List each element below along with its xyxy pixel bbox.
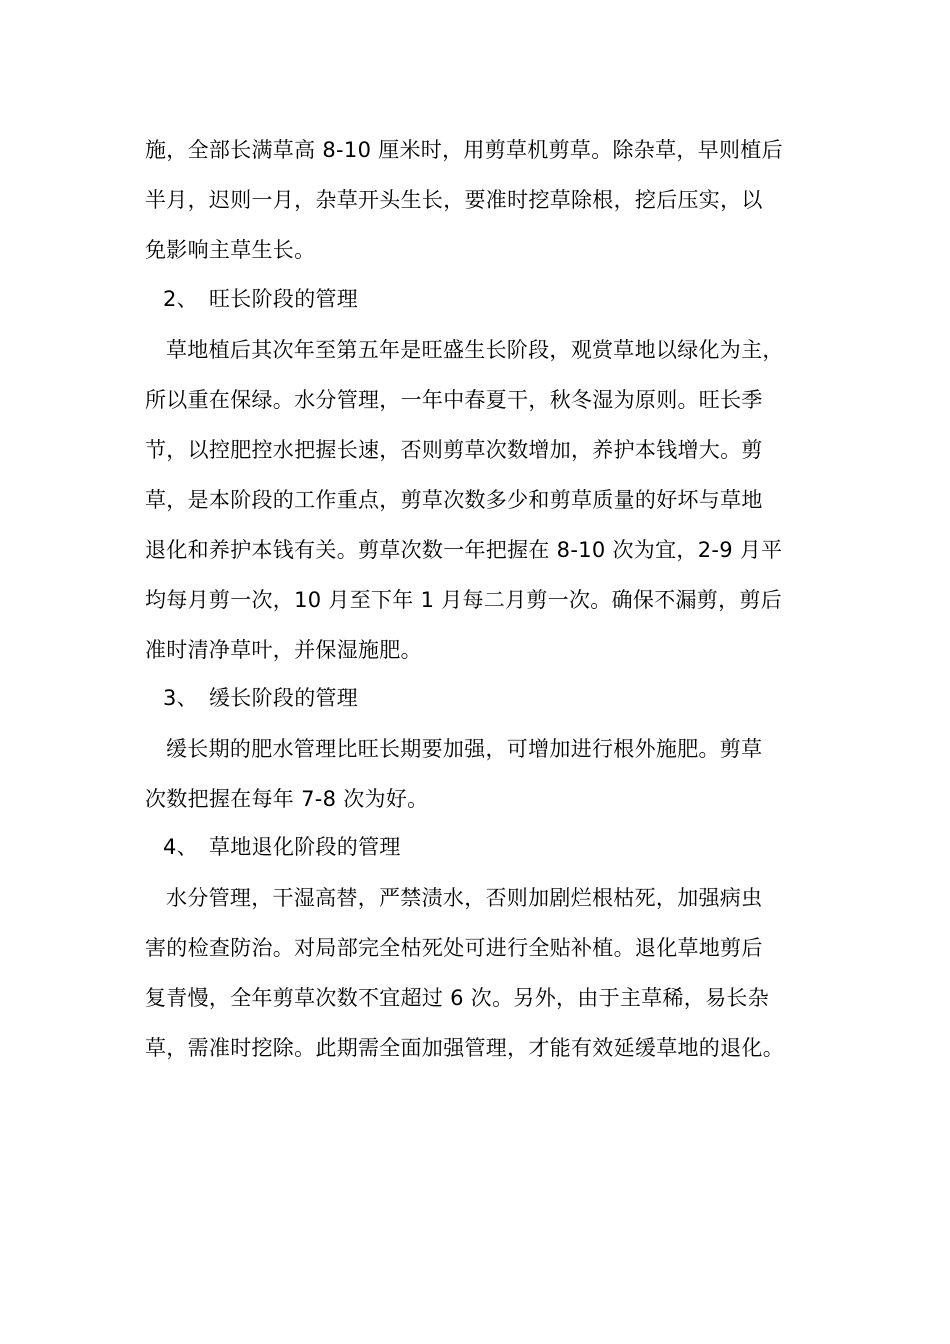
paragraph-line: 复青慢，全年剪草次数不宜超过 6 次。另外，由于主草稀，易长杂 — [145, 986, 770, 1010]
paragraph-line — [145, 336, 784, 364]
indented-text: 草地植后其次年至第五年是旺盛生长阶段，观赏草地以绿化为主， — [166, 338, 784, 362]
paragraph-line: 均每月剪一次，10 月至下年 1 月每二月剪一次。确保不漏剪，剪后 — [145, 588, 783, 612]
paragraph-line: 免影响主草生长。 — [145, 238, 316, 262]
paragraph-line: 草，需准时挖除。此期需全面加强管理，才能有效延缓草地的退化。 — [145, 1036, 784, 1060]
section-title: 草地退化阶段的管理 — [209, 835, 401, 859]
indented-text: 水分管理，干湿高替，严禁渍水，否则加剧烂根枯死，加强病虫 — [166, 886, 763, 910]
paragraph-line: 草，是本阶段的工作重点，剪草次数多少和剪草质量的好坏与草地 — [145, 488, 763, 512]
section-heading — [163, 285, 358, 313]
paragraph-line: 所以重在保绿。水分管理，一年中春夏干，秋冬湿为原则。旺长季 — [145, 388, 763, 412]
section-heading — [163, 833, 401, 861]
paragraph-line — [145, 884, 762, 912]
section-number: 3、 — [163, 686, 198, 710]
paragraph-line: 施，全部长满草高 8-10 厘米时，用剪草机剪草。除杂草，早则植后 — [145, 138, 783, 162]
paragraph-line: 准时清净草叶，并保湿施肥。 — [145, 638, 422, 662]
section-number: 2、 — [163, 287, 198, 311]
indented-text: 缓长期的肥水管理比旺长期要加强，可增加进行根外施肥。剪草 — [166, 737, 763, 761]
section-heading — [163, 684, 358, 712]
paragraph-line: 退化和养护本钱有关。剪草次数一年把握在 8-10 次为宜，2-9 月平 — [145, 538, 783, 562]
paragraph-line: 害的检查防治。对局部完全枯死处可进行全贴补植。退化草地剪后 — [145, 936, 763, 960]
paragraph-line — [145, 735, 762, 763]
paragraph-line: 次数把握在每年 7-8 次为好。 — [145, 787, 429, 811]
section-title: 旺长阶段的管理 — [209, 287, 359, 311]
paragraph-line: 节，以控肥控水把握长速，否则剪草次数增加，养护本钱增大。剪 — [145, 438, 763, 462]
section-title: 缓长阶段的管理 — [209, 686, 359, 710]
paragraph-line: 半月，迟则一月，杂草开头生长，要准时挖草除根，挖后压实，以 — [145, 188, 763, 212]
section-number: 4、 — [163, 835, 198, 859]
